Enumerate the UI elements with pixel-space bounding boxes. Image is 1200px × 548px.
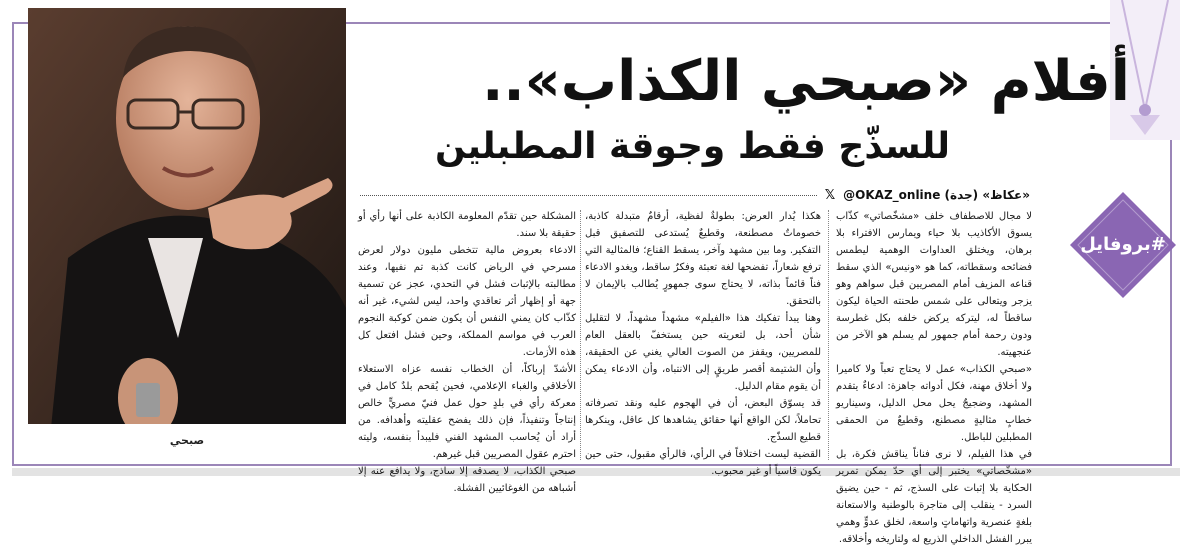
byline-text: «عكاظ» (جدة) OKAZ_online@ <box>843 188 1030 202</box>
paragraph: لا مجال للاصطفاف خلف «مشخّصاتي» كذّاب يسوق الأكاذيب بلا حياء ويمارس الافتراء بلا برهان، ويختلق العداوات الوهمية ليطمس فضائحه وسقطاته، كما هو «ونيس» الذي سقط قناعه المزيف أمام المصريين قبل سواهم وهو يزجر ويتعالى على شمس طحنته الحياة ليكون ساقطاً له، ليتركه يركض خلفه بكل غطرسة ودون رحمة أمام جمهور لم يسلم هو الآخر من عنجهيته. <box>836 211 1032 358</box>
article-column-2 <box>585 208 821 477</box>
paragraph: المشكلة حين تقدّم المعلومة الكاذبة على أنها رأي أو حقيقة بلا سند. <box>358 211 576 239</box>
section-tag: #بروفايل <box>1080 234 1166 255</box>
column-divider <box>580 210 581 460</box>
photo-caption: صبحي <box>28 424 346 458</box>
paragraph: صبحي الكذاب، لا يصدقه إلا ساذج، ولا يدافع عنه إلا أشباهه من الغوغائيين الفشلة. <box>358 466 576 494</box>
byline-rule <box>360 195 817 196</box>
paragraph: وهنا يبدأ تفكيك هذا «الفيلم» مشهداً مشهداً، لا لتقليل شأن أحد، بل لتعريته حين يستخفّ بالعقل العام للمصريين، ويقفز من الصوت العالي يغني عن الحقيقة، وأن الشتيمة أقصر طريقٍ إلى الانتباه، وأن الادعاء يمكن أن يقوم مقام الدليل. <box>585 313 821 392</box>
byline <box>360 186 1030 204</box>
paragraph: القضية ليست اختلافاً في الرأي، فالرأي مقبول، حتى حين يكون قاسياً أو غير محبوب. <box>585 449 821 477</box>
paragraph: قد يسوّق البعض، أن في الهجوم عليه ونقد تصرفاته تحاملاً، لكن الواقع أنها حقائق يشاهدها كل عاقل، وينكرها قطيع السذّج. <box>585 398 821 443</box>
article-column-3 <box>358 208 576 494</box>
subheadline: للسذّج فقط وجوقة المطبلين <box>434 126 950 167</box>
paragraph: الادعاء بعروض مالية تتخطى مليون دولار لعرض مسرحي في الرياض كانت كذبة تم نفيها، وعند مطالبته بالإثبات فشل في التحدي، عجز عن تسمية جهة أو إظهار أثر تعاقدي واحد، ليس لشيء، غير أنه كذّاب كان يمني النفس أن يكون ضمن كوكبة النجوم العرب في مواسم المملكة، وحين فشل افتعل كل هذه الأزمات. <box>358 245 576 358</box>
paragraph: هكذا يُدار العرض: بطولةٌ لفظية، أرقامٌ متبدلة كاذبة، خصوماتٌ مصطنعة، وقطيعٌ يُستدعى للتصفيق قبل التفكير. وما بين مشهد وآخر، يسقط القناع؛ فالمثالية التي ترفع شعاراً، تفضحها لغة تعبئة وفكرٌ ساقط، ويغدو الادعاء فناً قائماً بذاته، لا يحتاج سوى جمهورٍ يُطالب بالإيمان لا بالتحقق. <box>585 211 821 307</box>
article-column-1 <box>836 208 1032 545</box>
headline: أفلام «صبحي الكذاب».. <box>482 49 1130 114</box>
x-logo-icon: 𝕏 <box>824 187 836 203</box>
paragraph: الأشدّ إرباكاً، أن الخطاب نفسه عزاه الاستعلاء الأخلاقي والغباء الإعلامي، فحين يُقحم بلدٌ كامل في معركة رأي في بلدٍ حول عمل فنيّ مصريٍّ خالص إنتاجاً وتنفيذاً، فإن ذلك يفضح عقليته وأهدافه. من أراد أن يُحاسب المشهد الفني فليبدأ بنفسه، وليته احترم عقول المصريين قبل غيرهم. <box>358 364 576 460</box>
column-divider <box>828 210 829 460</box>
paragraph: «صبحي الكذاب» عمل لا يحتاج تعباً ولا كاميرا ولا أخلاق مهنة، فكل أدواته جاهزة: ادعاءٌ يتقدم المشهد، وضجيجٌ يحل محل الدليل، وسيناريو خطابٍ مثاليةٍ مصطنع، وقطيعٌ من الحمقى المطبلين للباطل. <box>836 364 1032 443</box>
portrait-photo <box>28 8 346 458</box>
paragraph: في هذا الفيلم، لا نرى فناناً يناقش فكرة، بل «مشخّصاتي» يختبر إلى أي حدّ يمكن تمرير الحكاية بلا إثبات على السذج، ثم - حين يضيق السرد - ينقلب إلى متاجرة بالوطنية والاستعانة بلغةٍ عنصرية واتهاماتٍ واسعة، لخلق عدوٍّ وهمي يبرر الفشل الداخلي الذريع له ولتاريخه وأخلاقه. <box>836 449 1032 545</box>
